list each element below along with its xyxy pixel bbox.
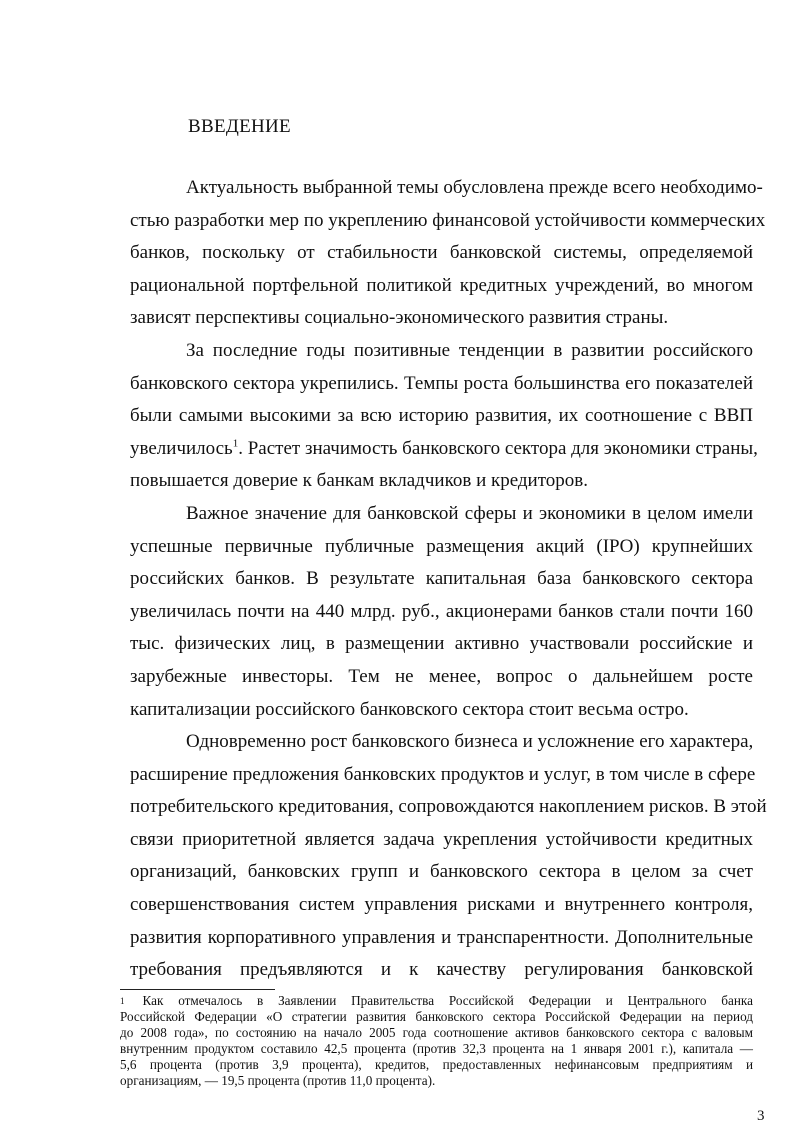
text-line: связи приоритетной является задача укрепления устойчивости кредитных [130,828,753,850]
text-line: Важное значение для банковской сферы и экономики в целом имели [186,502,753,524]
text-line: зарубежные инвесторы. Тем не менее, вопрос о дальнейшем росте [130,665,753,687]
text-fragment: Как отмечалось в Заявлении Правительства Российской Федерации и Центрального банка [142,993,753,1008]
text-line: были самыми высокими за всю историю развития, их соотношение с ВВП [130,405,753,427]
footnote-line: Российской Федерации «О стратегии развития банковского сектора Российской Федерации на период [120,1009,753,1024]
text-line: совершенствования систем управления рисками и внутреннего контроля, [130,894,753,916]
footnote-number: 1 [120,996,125,1006]
footnote-ref[interactable]: 1 [232,437,239,450]
text-line: расширение предложения банковских продуктов и услуг, в том числе в сфере [130,763,756,785]
paragraph [130,172,766,335]
paragraph [130,498,753,726]
body-text [130,172,767,987]
footnote-line: 5,6 процента (против 3,9 процента), кредитов, предоставленных нефинансовым предприятиям и [120,1057,753,1072]
footnote-line: организациям, — 19,5 процента (против 11,0 процента). [120,1073,436,1088]
text-line: капитализации российского банковского сектора стоит весьма остро. [130,698,689,720]
footnote-line: до 2008 года», по состоянию на начало 2005 года соотношение активов банковского сектора с валовым [120,1025,753,1040]
text-line: стью разработки мер по укреплению финансовой устойчивости коммерческих [130,209,766,231]
footnote-line [120,993,753,1009]
text-line: потребительского кредитования, сопровождаются накоплением рисков. В этой [130,796,767,818]
text-fragment: . Растет значимость банковского сектора для экономики страны, [238,437,758,459]
text-line: банков, поскольку от стабильности банковской системы, определяемой [130,242,753,264]
text-line: За последние годы позитивные тенденции в развитии российского [186,339,753,361]
page-number: 3 [757,1108,765,1124]
section-title: ВВЕДЕНИЕ [188,116,291,137]
text-line: банковского сектора укрепились. Темпы роста большинства его показателей [130,372,753,394]
paragraph [130,726,767,987]
text-line: увеличилась почти на 440 млрд. руб., акционерами банков стали почти 160 [130,600,753,622]
text-line: организаций, банковских групп и банковского сектора в целом за счет [130,861,753,883]
footnote-line: внутренним продуктом составило 42,5 процента (против 32,3 процента на 1 января 2001 г.), капитала — [120,1041,753,1056]
text-line: российских банков. В результате капитальная база банковского сектора [130,568,753,590]
footnote [120,993,753,1089]
footnote-divider [120,989,275,990]
text-line: успешные первичные публичные размещения акций (IPO) крупнейших [130,535,753,557]
paragraph [130,335,758,498]
text-line: тыс. физических лиц, в размещении активно участвовали российские и [130,633,753,655]
text-line: повышается доверие к банкам вкладчиков и кредиторов. [130,470,589,492]
text-fragment: увеличилось [130,437,233,459]
text-line [130,433,758,466]
text-line: Одновременно рост банковского бизнеса и усложнение его характера, [186,731,754,753]
text-line: рациональной портфельной политикой кредитных учреждений, во многом [130,274,753,296]
text-line: Актуальность выбранной темы обусловлена прежде всего необходимо- [186,177,763,198]
text-line: развития корпоративного управления и транспарентности. Дополнительные [130,926,753,948]
text-line: зависят перспективы социально-экономического развития страны. [130,307,669,329]
text-line: требования предъявляются и к качеству регулирования банковской [130,959,753,981]
